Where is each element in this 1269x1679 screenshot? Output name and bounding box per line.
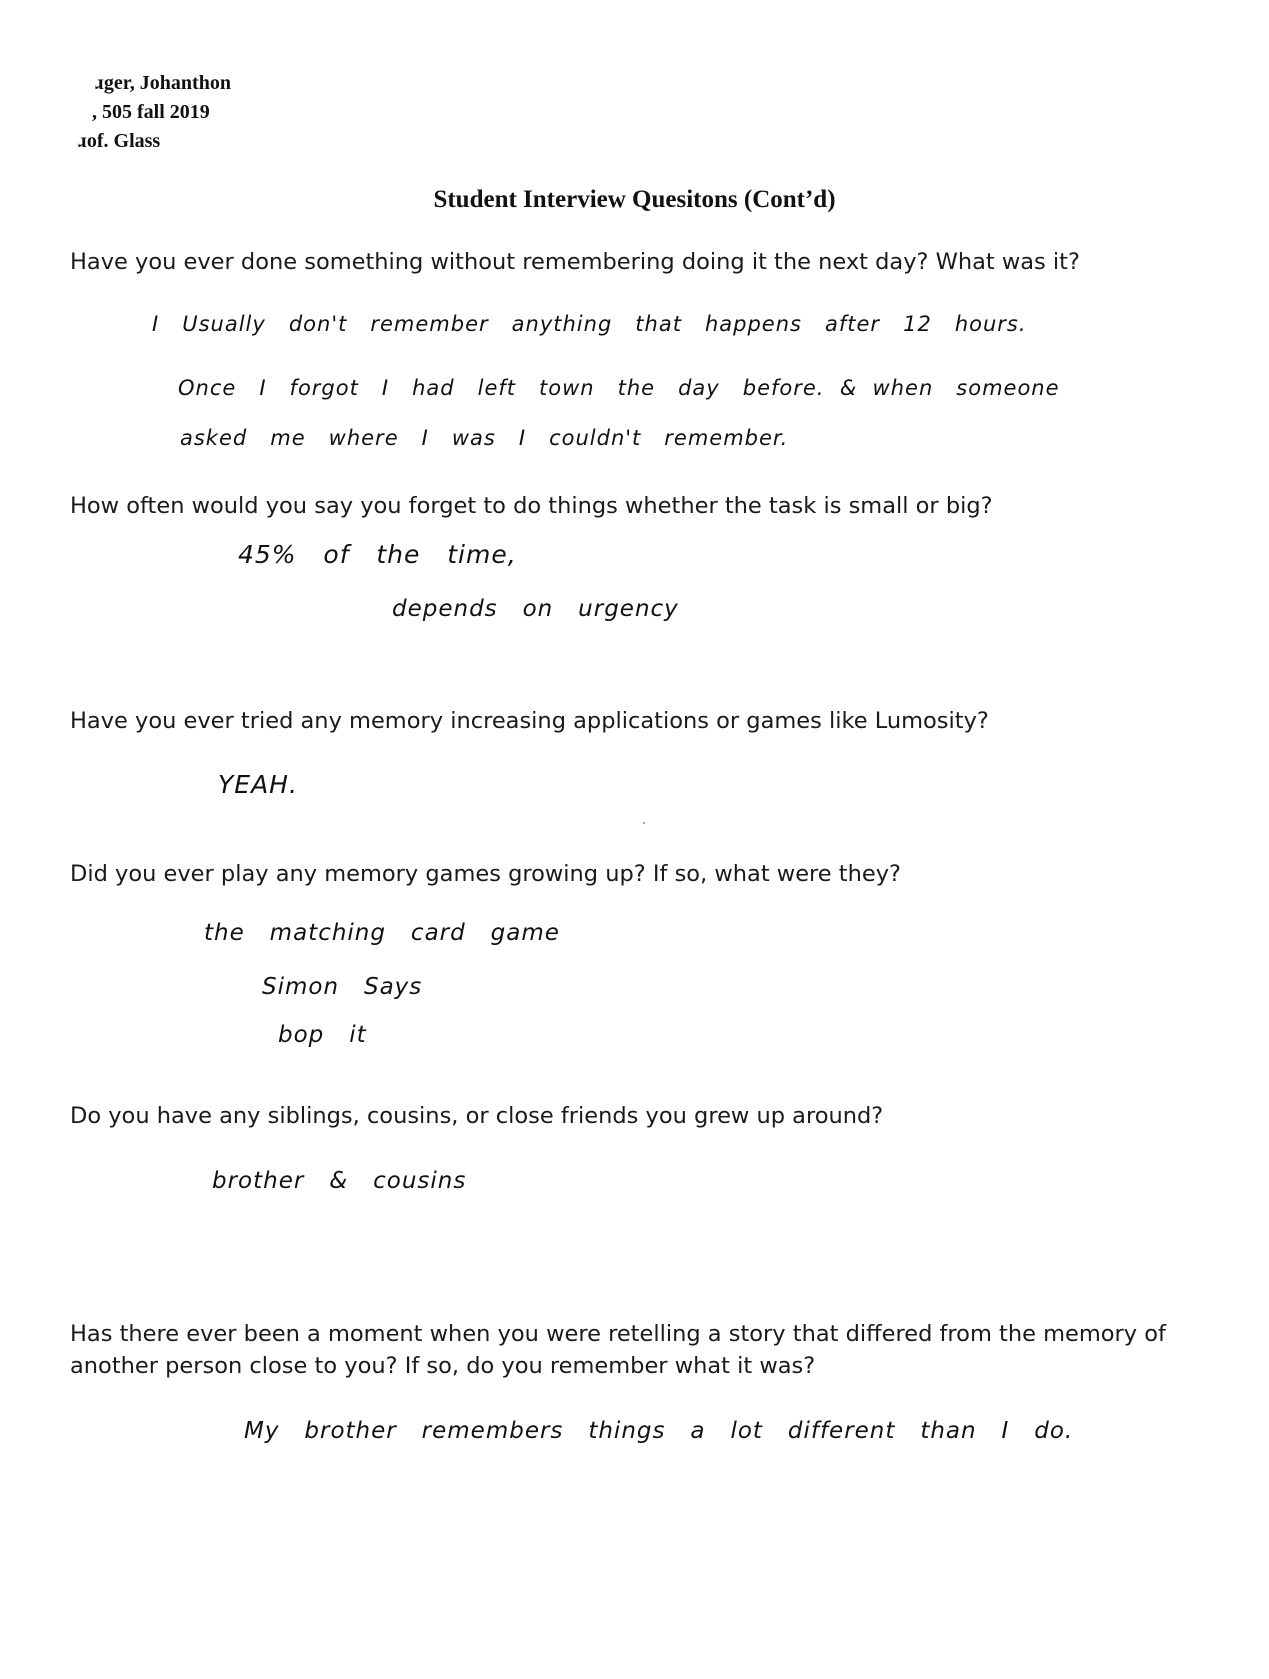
answer-3-line-1: YEAH. xyxy=(218,770,298,799)
page-title: Student Interview Quesitons (Cont’d) xyxy=(433,186,836,213)
question-4: Did you ever play any memory games growing up? If so, what were they? xyxy=(70,861,901,887)
scan-speck xyxy=(643,822,645,824)
answer-1-line-2: Once I forgot I had left town the day before. & when someone xyxy=(178,376,1060,400)
answer-5-line-1: brother & cousins xyxy=(212,1168,467,1194)
answer-1-line-1: I Usually don't remember anything that happens after 12 hours. xyxy=(152,312,1027,336)
answer-2-line-2: depends on urgency xyxy=(392,596,679,622)
answer-4-line-3: bop it xyxy=(278,1022,367,1048)
answer-2-line-1: 45% of the time, xyxy=(238,540,517,569)
question-6: Has there ever been a moment when you were retelling a story that differed from the memory of another person close to you? If so, do you remember what it was? xyxy=(70,1321,1166,1379)
question-1: Have you ever done something without remembering doing it the next day? What was it? xyxy=(70,249,1080,275)
question-5: Do you have any siblings, cousins, or close friends you grew up around? xyxy=(70,1103,884,1129)
question-2: How often would you say you forget to do things whether the task is small or big? xyxy=(70,493,993,519)
answer-4-line-1: the matching card game xyxy=(204,920,560,946)
answer-1-line-3: asked me where I was I couldn't remember. xyxy=(180,426,789,450)
question-3: Have you ever tried any memory increasing applications or games like Lumosity? xyxy=(70,708,989,734)
course-info: , 505 fall 2019 xyxy=(92,101,210,123)
answer-4-line-2: Simon Says xyxy=(262,974,423,1000)
student-name: ɹger, Johanthon xyxy=(95,72,231,94)
professor-name: ɹof. Glass xyxy=(78,130,161,152)
answer-6-line-1: My brother remembers things a lot different than I do. xyxy=(244,1418,1074,1444)
